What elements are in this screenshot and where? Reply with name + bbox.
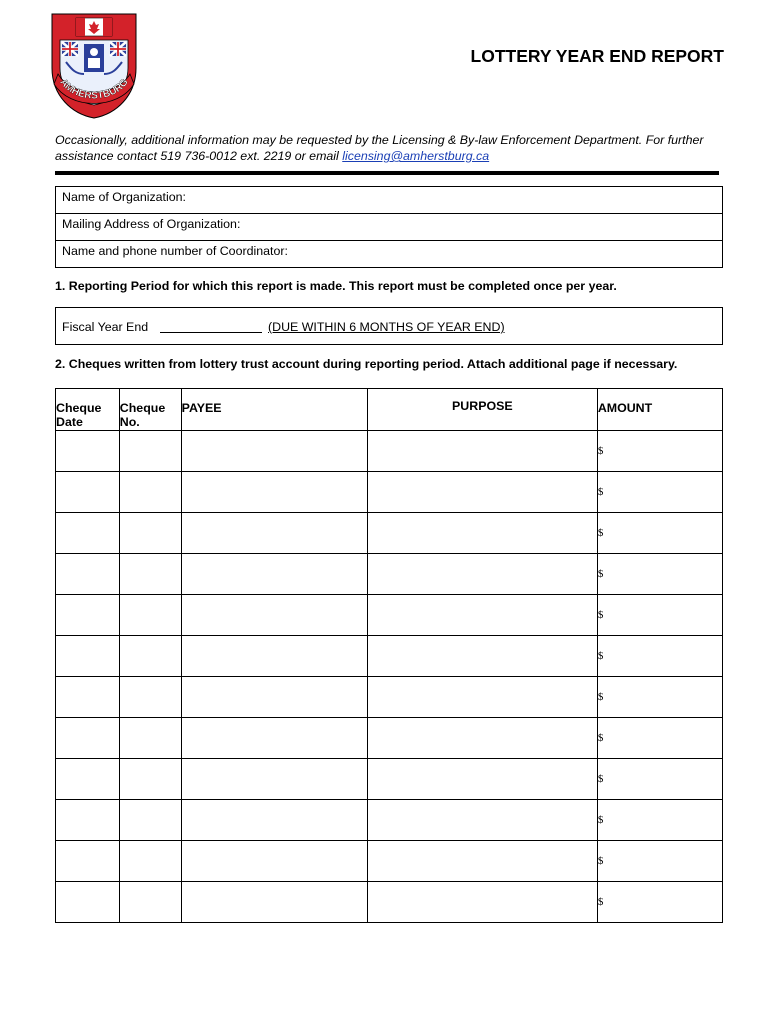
payee-cell[interactable] — [181, 636, 367, 677]
column-purpose: PURPOSE — [367, 389, 597, 431]
cheque-date-cell[interactable] — [56, 718, 120, 759]
cheque-number-cell[interactable] — [119, 841, 181, 882]
cheque-date-cell[interactable] — [56, 472, 120, 513]
cheque-date-cell[interactable] — [56, 841, 120, 882]
column-cheque-date: Cheque Date — [56, 389, 120, 431]
cheque-number-cell[interactable] — [119, 431, 181, 472]
cheque-date-cell[interactable] — [56, 595, 120, 636]
cheque-table-header — [56, 389, 723, 431]
fiscal-year-box — [55, 307, 723, 345]
cheque-number-cell[interactable] — [119, 718, 181, 759]
amount-cell[interactable]: $ — [597, 595, 722, 636]
organization-info-box — [55, 186, 723, 268]
cheque-date-cell[interactable] — [56, 513, 120, 554]
fiscal-due-note: (DUE WITHIN 6 MONTHS OF YEAR END) — [268, 320, 505, 334]
intro-text: Occasionally, additional information may be requested by the Licensing & By-law Enforcement Department. For further assistance contact 519 736-0012 ext. 2219 or email — [55, 133, 704, 163]
fiscal-year-label: Fiscal Year End — [62, 320, 149, 334]
report-title: LOTTERY YEAR END REPORT — [470, 46, 724, 66]
cheque-date-cell[interactable] — [56, 759, 120, 800]
column-amount: AMOUNT — [597, 389, 722, 431]
amount-cell[interactable]: $ — [597, 513, 722, 554]
column-cheque-no: Cheque No. — [119, 389, 181, 431]
purpose-cell[interactable] — [367, 595, 597, 636]
table-row — [56, 513, 723, 554]
cheque-number-cell[interactable] — [119, 472, 181, 513]
table-row — [56, 431, 723, 472]
cheque-number-cell[interactable] — [119, 595, 181, 636]
mailing-address-field[interactable]: Mailing Address of Organization: — [56, 214, 722, 241]
amount-cell[interactable]: $ — [597, 718, 722, 759]
contact-email-link[interactable]: licensing@amherstburg.ca — [342, 149, 490, 163]
payee-cell[interactable] — [181, 431, 367, 472]
amount-cell[interactable]: $ — [597, 431, 722, 472]
coordinator-field[interactable]: Name and phone number of Coordinator: — [62, 244, 288, 258]
table-row — [56, 595, 723, 636]
table-row — [56, 472, 723, 513]
section-2-heading: 2. Cheques written from lottery trust account during reporting period. Attach additional page if necessary. — [55, 357, 678, 371]
payee-cell[interactable] — [181, 800, 367, 841]
cheque-number-cell[interactable] — [119, 513, 181, 554]
payee-cell[interactable] — [181, 595, 367, 636]
cheque-number-cell[interactable] — [119, 677, 181, 718]
section-1-heading: 1. Reporting Period for which this report is made. This report must be completed once per year. — [55, 279, 617, 293]
header-divider — [55, 171, 719, 175]
cheque-number-cell[interactable] — [119, 636, 181, 677]
purpose-cell[interactable] — [367, 882, 597, 923]
table-row — [56, 800, 723, 841]
fiscal-year-end-input[interactable] — [160, 319, 262, 333]
payee-cell[interactable] — [181, 513, 367, 554]
table-row — [56, 636, 723, 677]
payee-cell[interactable] — [181, 677, 367, 718]
cheque-date-cell[interactable] — [56, 636, 120, 677]
purpose-cell[interactable] — [367, 759, 597, 800]
cheque-date-cell[interactable] — [56, 554, 120, 595]
amount-cell[interactable]: $ — [597, 554, 722, 595]
amount-cell[interactable]: $ — [597, 759, 722, 800]
payee-cell[interactable] — [181, 554, 367, 595]
cheque-date-cell[interactable] — [56, 882, 120, 923]
purpose-cell[interactable] — [367, 800, 597, 841]
table-row — [56, 718, 723, 759]
payee-cell[interactable] — [181, 841, 367, 882]
purpose-cell[interactable] — [367, 636, 597, 677]
amount-cell[interactable]: $ — [597, 800, 722, 841]
purpose-cell[interactable] — [367, 841, 597, 882]
cheque-number-cell[interactable] — [119, 882, 181, 923]
cheque-date-cell[interactable] — [56, 431, 120, 472]
purpose-cell[interactable] — [367, 513, 597, 554]
organization-name-field[interactable]: Name of Organization: — [56, 187, 722, 214]
cheque-number-cell[interactable] — [119, 554, 181, 595]
payee-cell[interactable] — [181, 759, 367, 800]
amount-cell[interactable]: $ — [597, 882, 722, 923]
table-row — [56, 841, 723, 882]
purpose-cell[interactable] — [367, 472, 597, 513]
payee-cell[interactable] — [181, 718, 367, 759]
purpose-cell[interactable] — [367, 554, 597, 595]
table-row — [56, 554, 723, 595]
cheque-table — [55, 388, 723, 923]
purpose-cell[interactable] — [367, 431, 597, 472]
intro-instructions — [55, 132, 725, 164]
column-payee: PAYEE — [181, 389, 367, 431]
amount-cell[interactable]: $ — [597, 841, 722, 882]
amherstburg-crest-logo — [48, 10, 140, 120]
cheque-number-cell[interactable] — [119, 800, 181, 841]
purpose-cell[interactable] — [367, 718, 597, 759]
payee-cell[interactable] — [181, 472, 367, 513]
amount-cell[interactable]: $ — [597, 636, 722, 677]
payee-cell[interactable] — [181, 882, 367, 923]
table-row — [56, 677, 723, 718]
cheque-date-cell[interactable] — [56, 677, 120, 718]
svg-text:AMHERSTBURG: AMHERSTBURG — [57, 76, 131, 102]
purpose-cell[interactable] — [367, 677, 597, 718]
amount-cell[interactable]: $ — [597, 677, 722, 718]
cheque-date-cell[interactable] — [56, 800, 120, 841]
table-row — [56, 882, 723, 923]
amount-cell[interactable]: $ — [597, 472, 722, 513]
cheque-number-cell[interactable] — [119, 759, 181, 800]
table-row — [56, 759, 723, 800]
